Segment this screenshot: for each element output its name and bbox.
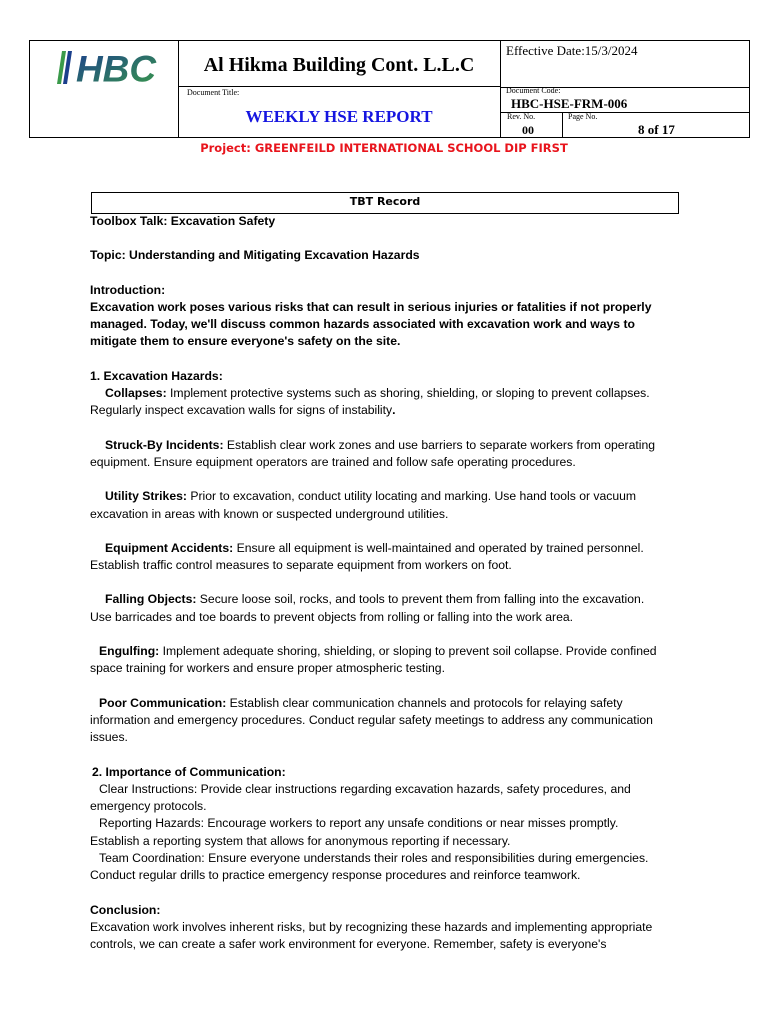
- hazard-text: [90, 402, 690, 419]
- communication-text: Establish a reporting system that allows for anonymous reporting if necessary.: [90, 833, 511, 848]
- hazard-term: Poor Communication:: [99, 695, 227, 710]
- hazard-text: Secure loose soil, rocks, and tools to prevent them from falling into the excavation.: [196, 592, 645, 607]
- hazard-text: Use barricades and toe boards to prevent objects from rolling or falling into the work area.: [90, 609, 574, 624]
- report-title: WEEKLY HSE REPORT: [245, 107, 433, 126]
- page-no-label: Page No.: [568, 112, 598, 121]
- hazard-text: information and emergency procedures. Conduct regular safety meetings to address any communication: [90, 712, 653, 727]
- header-divider: [500, 112, 749, 113]
- company-name: Al Hikma Building Cont. L.L.C: [203, 54, 475, 76]
- communication-heading: 2. Importance of Communication:: [92, 764, 286, 779]
- hazard-text-end: .: [392, 403, 396, 418]
- page-no-value: 8 of 17: [638, 122, 675, 137]
- document-code: HBC-HSE-FRM-006: [511, 96, 628, 111]
- conclusion-line: Excavation work involves inherent risks, but by recognizing these hazards and implementing appropriate: [90, 919, 653, 934]
- hazard-term: Falling Objects:: [105, 592, 197, 607]
- tbt-record-heading: TBT Record: [91, 192, 679, 214]
- rev-no-value: 00: [522, 123, 534, 137]
- hazard-item: [90, 488, 690, 505]
- document-body: [90, 213, 690, 954]
- hazard-text-line: Regularly inspect excavation walls for signs of instability: [90, 403, 393, 418]
- introduction-line: Excavation work poses various risks that can result in serious injuries or fatalities if not properly: [90, 299, 652, 314]
- hazard-item: [90, 695, 690, 712]
- hazard-term: Engulfing:: [99, 644, 160, 659]
- effective-date: Effective Date:15/3/2024: [506, 43, 638, 58]
- document-header-table: [29, 40, 750, 138]
- toolbox-talk-title: Toolbox Talk: Excavation Safety: [90, 214, 276, 228]
- hazard-item: [90, 540, 690, 557]
- communication-item: Clear Instructions: Provide clear instructions regarding excavation hazards, safety procedures, and: [99, 781, 631, 796]
- hazard-text: Ensure all equipment is well-maintained and operated by trained personnel.: [233, 540, 644, 555]
- introduction-line: mitigate them to ensure everyone's safety on the site.: [90, 334, 401, 349]
- communication-text: emergency protocols.: [90, 799, 207, 814]
- hazard-term: Equipment Accidents:: [105, 540, 234, 555]
- hazard-term: Utility Strikes:: [105, 489, 187, 504]
- communication-text: Conduct regular drills to practice emergency response procedures and reinforce teamwork.: [90, 868, 581, 883]
- hazard-item: [90, 643, 690, 660]
- header-divider: [562, 112, 563, 137]
- hazard-text: Establish traffic control measures to separate equipment from workers on foot.: [90, 558, 512, 573]
- hazard-item: [90, 437, 690, 454]
- hazard-text: Establish clear communication channels and protocols for relaying safety: [226, 695, 623, 710]
- hazard-text: issues.: [90, 730, 128, 745]
- document-code-label: Document Code:: [506, 86, 561, 95]
- hazard-text: excavation in areas with known or suspected underground utilities.: [90, 506, 449, 521]
- conclusion-line: controls, we can create a safer work environment for everyone. Remember, safety is everyone's: [90, 937, 607, 952]
- hazard-item: [90, 385, 690, 402]
- communication-item: Reporting Hazards: Encourage workers to report any unsafe conditions or near misses promptly.: [99, 816, 619, 831]
- hbc-logo: [54, 48, 160, 84]
- logo-text: HBC: [76, 48, 158, 84]
- hazard-text: Implement adequate shoring, shielding, or sloping to prevent soil collapse. Provide confined: [159, 644, 657, 659]
- communication-item: Team Coordination: Ensure everyone understands their roles and responsibilities during emergencies.: [99, 851, 649, 866]
- project-name: Project: GREENFEILD INTERNATIONAL SCHOOL DIP FIRST: [200, 141, 568, 155]
- hazards-heading: 1. Excavation Hazards:: [90, 368, 223, 383]
- hazard-term: Struck-By Incidents:: [105, 437, 224, 452]
- hazard-text: Implement protective systems such as shoring, shielding, or sloping to prevent collapses.: [166, 386, 650, 401]
- header-divider: [178, 86, 500, 87]
- conclusion-heading: Conclusion:: [90, 902, 161, 917]
- document-title-label: Document Title:: [187, 88, 240, 97]
- hazard-text: Establish clear work zones and use barriers to separate workers from operating: [223, 437, 656, 452]
- hazard-text: Prior to excavation, conduct utility locating and marking. Use hand tools or vacuum: [186, 489, 637, 504]
- hazard-text: equipment. Ensure equipment operators are trained and follow safe operating procedures.: [90, 454, 576, 469]
- hazard-item: [90, 591, 690, 608]
- rev-no-label: Rev. No.: [507, 112, 536, 121]
- introduction-line: managed. Today, we'll discuss common hazards associated with excavation work and ways to: [90, 317, 635, 332]
- topic-line: Topic: Understanding and Mitigating Excavation Hazards: [90, 248, 420, 263]
- introduction-heading: Introduction:: [90, 282, 166, 297]
- hazard-text: space training for workers and ensure proper atmospheric testing.: [90, 661, 445, 676]
- hazard-term: Collapses:: [105, 386, 167, 401]
- header-divider: [500, 41, 501, 137]
